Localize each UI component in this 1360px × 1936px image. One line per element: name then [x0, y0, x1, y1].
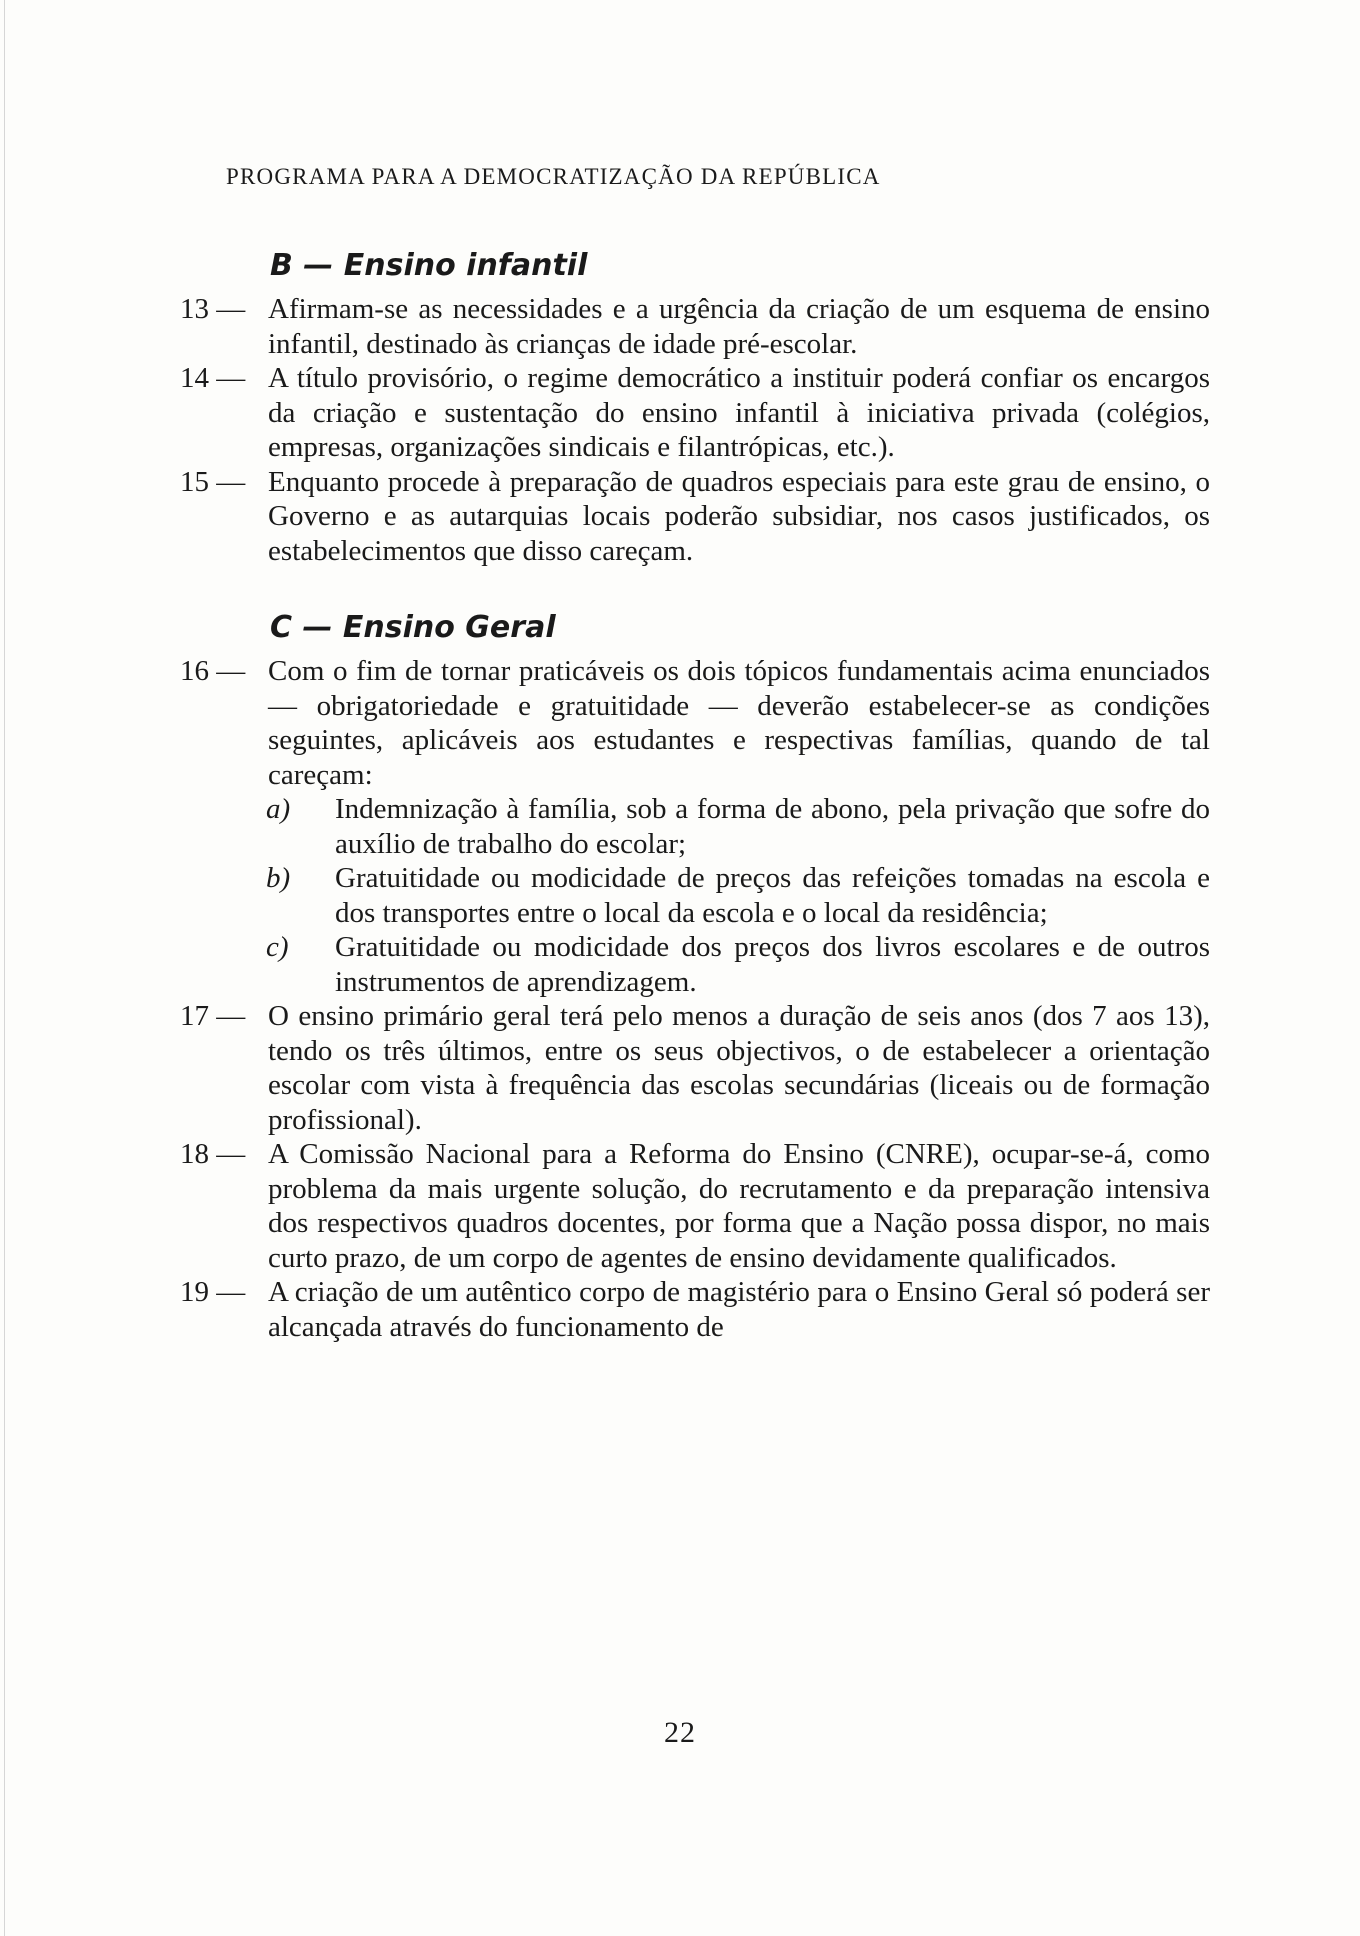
paragraph-text: Com o fim de tornar praticáveis os dois tópicos fundamentais acima enunciados — obrigatoriedade e gratuitidade — deverão estabelecer-se as condições seguintes, aplicáveis aos estudantes e respectivas famílias, quando de tal careçam:: [268, 655, 1210, 791]
paragraph-number: 19 —: [180, 1276, 246, 1308]
page-number: 22: [664, 1716, 696, 1749]
subitem-c: [0, 930, 1360, 999]
section-title-ensino-infantil: B — Ensino infantil: [270, 248, 588, 283]
paragraph-17: [0, 999, 1360, 1137]
paragraph-number: 18 —: [180, 1138, 246, 1170]
subitem-b: [0, 861, 1360, 930]
paragraph-text: A Comissão Nacional para a Reforma do Ensino (CNRE), ocupar-se-á, como problema da mais urgente solução, do recrutamento e da preparação intensiva dos respectivos quadros docentes, por forma que a Nação possa dispor, no mais curto prazo, de um corpo de agentes de ensino devidamente qualificados.: [268, 1138, 1210, 1274]
subitem-letter: a): [266, 793, 291, 825]
subitem-text: Gratuitidade ou modicidade de preços das refeições tomadas na escola e dos transportes entre o local da escola e o local da residência;: [335, 862, 1210, 929]
paragraph-text: A criação de um autêntico corpo de magistério para o Ensino Geral só poderá ser alcançada através do funcionamento de: [268, 1276, 1210, 1343]
paragraph-text: A título provisório, o regime democrático a instituir poderá confiar os encargos da criação e sustentação do ensino infantil à iniciativa privada (colégios, empresas, organizações sindicais e filantrópicas, etc.).: [268, 362, 1210, 463]
paragraph-text: O ensino primário geral terá pelo menos a duração de seis anos (dos 7 aos 13), tendo os três últimos, entre os seus objectivos, o de estabelecer a orientação escolar com vista à frequência das escolas secundárias (liceais ou de formação profissional).: [268, 1000, 1210, 1136]
paragraph-13: [0, 292, 1360, 361]
paragraph-number: 17 —: [180, 1000, 246, 1032]
subitem-a: [0, 792, 1360, 861]
section-title-ensino-geral: C — Ensino Geral: [270, 610, 556, 645]
paragraph-15: [0, 465, 1360, 569]
subitem-text: Gratuitidade ou modicidade dos preços dos livros escolares e de outros instrumentos de aprendizagem.: [335, 931, 1210, 998]
paragraph-text: Afirmam-se as necessidades e a urgência da criação de um esquema de ensino infantil, destinado às crianças de idade pré-escolar.: [268, 293, 1210, 360]
running-head: PROGRAMA PARA A DEMOCRATIZAÇÃO DA REPÚBLICA: [226, 164, 881, 189]
paragraph-number: 15 —: [180, 465, 246, 498]
paragraph-number: 16 —: [180, 655, 246, 687]
paragraph-16: [0, 654, 1360, 792]
paragraph-18: [0, 1137, 1360, 1275]
paragraph-number: 14 —: [180, 362, 246, 394]
paragraph-19: [0, 1275, 1360, 1344]
paragraph-14: [0, 361, 1360, 465]
subitem-letter: b): [266, 862, 291, 894]
paragraph-text: Enquanto procede à preparação de quadros especiais para este grau de ensino, o Governo e as autarquias locais poderão subsidiar, nos casos justificados, os estabelecimentos que disso careçam.: [268, 465, 1210, 567]
paragraph-number: 13 —: [180, 293, 246, 325]
page-content: [0, 240, 1360, 1344]
subitem-letter: c): [266, 931, 289, 963]
subitem-text: Indemnização à família, sob a forma de abono, pela privação que sofre do auxílio de trabalho do escolar;: [335, 793, 1210, 860]
